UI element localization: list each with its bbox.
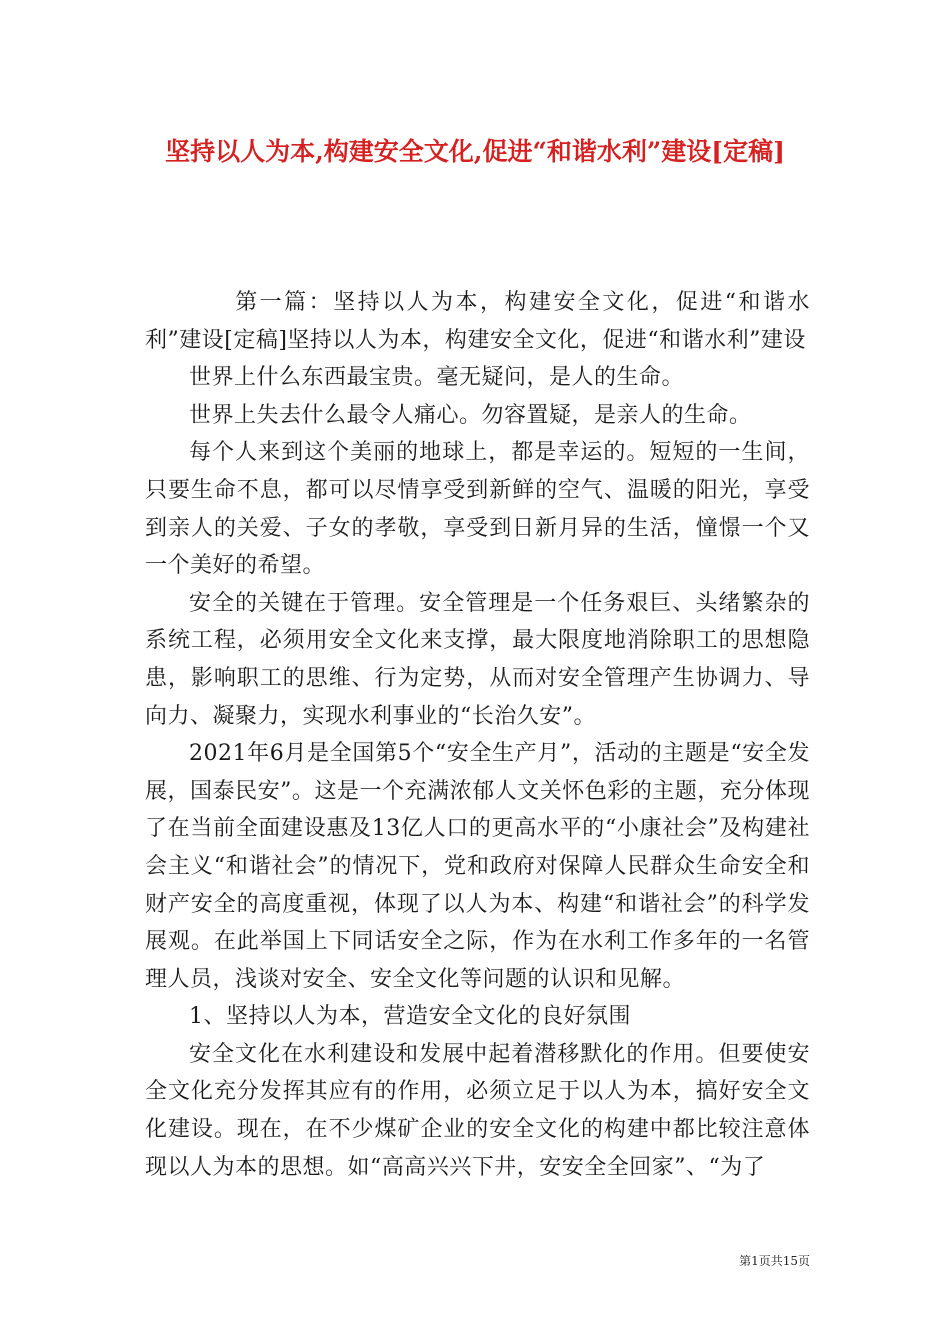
paragraph-4: 每个人来到这个美丽的地球上，都是幸运的。短短的一生间，只要生命不息，都可以尽情享受到新鲜的空气、温暖的阳光，享受到亲人的关爱、子女的孝敬，享受到日新月异的生活，憧憬一个又一个美好的希望。 <box>145 440 810 579</box>
paragraph-2: 世界上什么东西最宝贵。毫无疑问，是人的生命。 <box>189 365 685 391</box>
paragraph-5: 安全的关键在于管理。安全管理是一个任务艰巨、头绪繁杂的系统工程，必须用安全文化来支撑，最大限度地消除职工的思想隐患，影响职工的思维、行为定势，从而对安全管理产生协调力、导向力、凝聚力，实现水利事业的“长治久安”。 <box>145 590 810 729</box>
paragraph-3: 世界上失去什么最令人痛心。勿容置疑，是亲人的生命。 <box>189 402 752 428</box>
page-number: 第1页共15页 <box>739 1254 810 1268</box>
paragraph-7-heading: 1、坚持以人为本，营造安全文化的良好氛围 <box>189 1004 631 1030</box>
paragraph-6: 2021年6月是全国第5个“安全生产月”，活动的主题是“安全发展，国泰民安”。这是一个充满浓郁人文关怀色彩的主题，充分体现了在当前全面建设惠及13亿人口的更高水平的“小康社会”及构建社会主义“和谐社会”的情况下，党和政府对保障人民群众生命安全和财产安全的高度重视，体现了以人为本、构建“和谐社会”的科学发展观。在此举国上下同话安全之际，作为在水利工作多年的一名管理人员，浅谈对安全、安全文化等问题的认识和见解。 <box>145 741 810 992</box>
paragraph-1: 第一篇：坚持以人为本，构建安全文化，促进“和谐水利”建设[定稿]坚持以人为本，构建安全文化，促进“和谐水利”建设 <box>145 290 810 353</box>
paragraph-8: 安全文化在水利建设和发展中起着潜移默化的作用。但要使安全文化充分发挥其应有的作用，必须立足于以人为本，搞好安全文化建设。现在，在不少煤矿企业的安全文化的构建中都比较注意体现以人为本的思想。如“高高兴兴下井，安安全全回家”、“为了 <box>145 1041 810 1180</box>
document-body <box>145 284 810 1186</box>
document-title: 坚持以人为本,构建安全文化,促进“和谐水利”建设[定稿] <box>165 137 785 166</box>
